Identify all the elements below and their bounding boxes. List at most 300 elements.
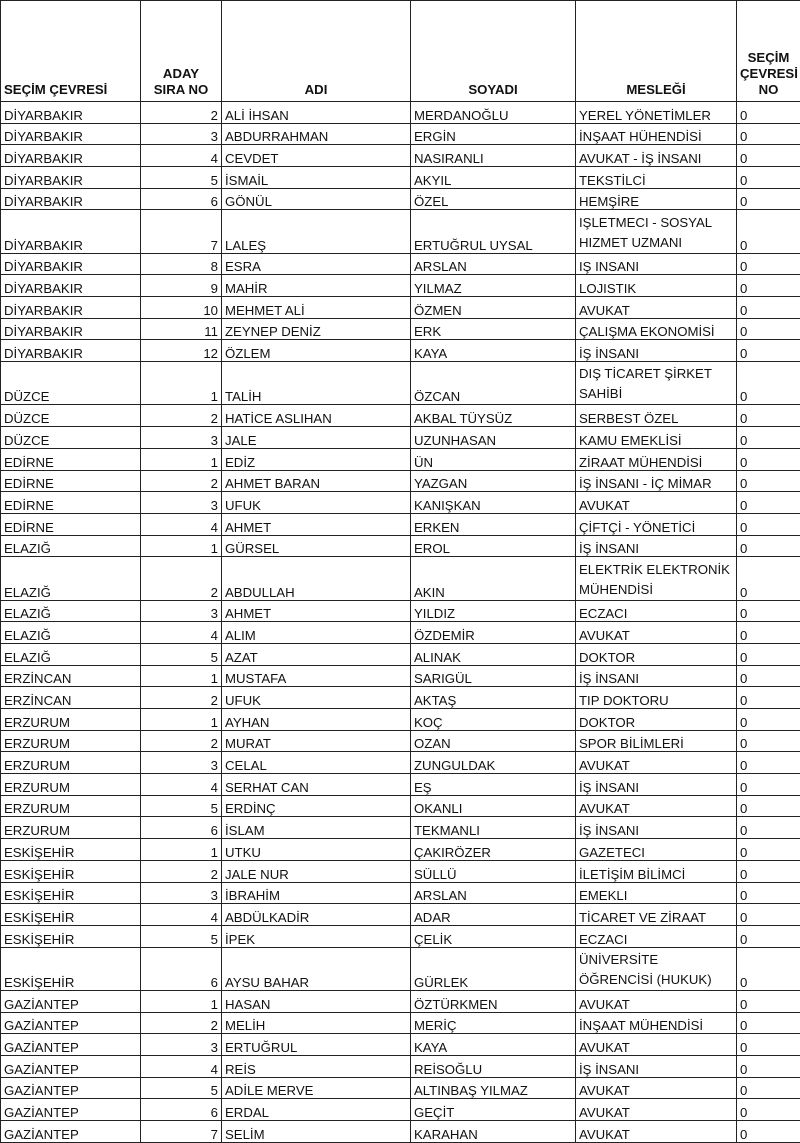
cell-cevre-no: 0 <box>737 947 800 990</box>
table-row <box>1 275 800 297</box>
table-row <box>1 643 800 665</box>
table-row <box>1 860 800 882</box>
cell-cevre-no: 0 <box>737 557 800 600</box>
cell-soyadi: ALINAK <box>411 643 576 665</box>
cell-soyadi: SÜLLÜ <box>411 860 576 882</box>
cell-meslek: ECZACI <box>576 925 737 947</box>
table-row <box>1 405 800 427</box>
cell-cevre-no: 0 <box>737 795 800 817</box>
cell-adi: ERTUĞRUL <box>222 1034 411 1056</box>
cell-sira-no: 6 <box>141 188 222 210</box>
cell-meslek: AVUKAT <box>576 1077 737 1099</box>
cell-secim-cevresi: ERZURUM <box>1 817 141 839</box>
cell-adi: MAHİR <box>222 275 411 297</box>
cell-secim-cevresi: ESKİŞEHİR <box>1 904 141 926</box>
cell-secim-cevresi: DÜZCE <box>1 427 141 449</box>
cell-soyadi: ÇAKIRÖZER <box>411 839 576 861</box>
cell-cevre-no: 0 <box>737 188 800 210</box>
cell-secim-cevresi: EDİRNE <box>1 470 141 492</box>
table-row <box>1 795 800 817</box>
cell-cevre-no: 0 <box>737 253 800 275</box>
cell-soyadi: KAYA <box>411 340 576 362</box>
cell-sira-no: 4 <box>141 1055 222 1077</box>
table-row <box>1 1121 800 1143</box>
table-row <box>1 687 800 709</box>
cell-secim-cevresi: ERZURUM <box>1 752 141 774</box>
cell-meslek: AVUKAT <box>576 492 737 514</box>
cell-meslek: İNŞAAT HÜHENDİSİ <box>576 123 737 145</box>
cell-secim-cevresi: EDİRNE <box>1 492 141 514</box>
cell-cevre-no: 0 <box>737 340 800 362</box>
cell-secim-cevresi: GAZİANTEP <box>1 1055 141 1077</box>
cell-soyadi: KARAHAN <box>411 1121 576 1143</box>
cell-adi: TALİH <box>222 362 411 405</box>
table-row <box>1 774 800 796</box>
cell-sira-no: 9 <box>141 275 222 297</box>
cell-adi: AHMET <box>222 513 411 535</box>
cell-meslek: DOKTOR <box>576 643 737 665</box>
cell-meslek: ECZACI <box>576 600 737 622</box>
cell-adi: UFUK <box>222 492 411 514</box>
cell-sira-no: 2 <box>141 730 222 752</box>
cell-secim-cevresi: DİYARBAKIR <box>1 102 141 124</box>
cell-soyadi: OZAN <box>411 730 576 752</box>
cell-meslek: HEMŞİRE <box>576 188 737 210</box>
cell-cevre-no: 0 <box>737 600 800 622</box>
cell-sira-no: 4 <box>141 513 222 535</box>
cell-adi: ALİ İHSAN <box>222 102 411 124</box>
cell-soyadi: SARIGÜL <box>411 665 576 687</box>
cell-adi: CEVDET <box>222 145 411 167</box>
cell-secim-cevresi: GAZİANTEP <box>1 1099 141 1121</box>
cell-meslek: AVUKAT <box>576 990 737 1012</box>
cell-soyadi: KANIŞKAN <box>411 492 576 514</box>
cell-sira-no: 2 <box>141 470 222 492</box>
cell-adi: SERHAT CAN <box>222 774 411 796</box>
cell-cevre-no: 0 <box>737 297 800 319</box>
cell-meslek: DOKTOR <box>576 709 737 731</box>
cell-soyadi: ALTINBAŞ YILMAZ <box>411 1077 576 1099</box>
cell-cevre-no: 0 <box>737 318 800 340</box>
cell-meslek: AVUKAT <box>576 1034 737 1056</box>
table-row <box>1 470 800 492</box>
cell-sira-no: 2 <box>141 1012 222 1034</box>
cell-secim-cevresi: ELAZIĞ <box>1 643 141 665</box>
cell-sira-no: 12 <box>141 340 222 362</box>
table-row <box>1 557 800 600</box>
cell-sira-no: 7 <box>141 210 222 253</box>
cell-soyadi: TEKMANLI <box>411 817 576 839</box>
cell-adi: İPEK <box>222 925 411 947</box>
cell-adi: ZEYNEP DENİZ <box>222 318 411 340</box>
table-row <box>1 362 800 405</box>
cell-sira-no: 10 <box>141 297 222 319</box>
cell-cevre-no: 0 <box>737 730 800 752</box>
cell-meslek: YEREL YÖNETİMLER <box>576 102 737 124</box>
cell-secim-cevresi: ERZİNCAN <box>1 665 141 687</box>
cell-meslek: EMEKLI <box>576 882 737 904</box>
cell-secim-cevresi: EDİRNE <box>1 513 141 535</box>
cell-cevre-no: 0 <box>737 427 800 449</box>
table-row <box>1 1055 800 1077</box>
cell-meslek: AVUKAT <box>576 1121 737 1143</box>
table-row <box>1 145 800 167</box>
table-row <box>1 709 800 731</box>
cell-secim-cevresi: DİYARBAKIR <box>1 275 141 297</box>
table-row <box>1 318 800 340</box>
cell-cevre-no: 0 <box>737 535 800 557</box>
cell-cevre-no: 0 <box>737 513 800 535</box>
cell-meslek: LOJISTIK <box>576 275 737 297</box>
cell-sira-no: 1 <box>141 448 222 470</box>
header-aday-line1: ADAY <box>163 66 199 81</box>
cell-adi: AHMET BARAN <box>222 470 411 492</box>
cell-secim-cevresi: DİYARBAKIR <box>1 188 141 210</box>
cell-adi: UFUK <box>222 687 411 709</box>
cell-sira-no: 1 <box>141 709 222 731</box>
cell-adi: AHMET <box>222 600 411 622</box>
cell-soyadi: EROL <box>411 535 576 557</box>
cell-cevre-no: 0 <box>737 405 800 427</box>
cell-soyadi: AKTAŞ <box>411 687 576 709</box>
cell-secim-cevresi: ESKİŞEHİR <box>1 882 141 904</box>
cell-secim-cevresi: ELAZIĞ <box>1 535 141 557</box>
cell-secim-cevresi: ERZURUM <box>1 709 141 731</box>
table-row <box>1 600 800 622</box>
cell-adi: ERDİNÇ <box>222 795 411 817</box>
cell-sira-no: 8 <box>141 253 222 275</box>
cell-cevre-no: 0 <box>737 904 800 926</box>
cell-soyadi: MERDANOĞLU <box>411 102 576 124</box>
cell-sira-no: 5 <box>141 795 222 817</box>
table-row <box>1 839 800 861</box>
cell-adi: MELİH <box>222 1012 411 1034</box>
cell-secim-cevresi: DÜZCE <box>1 405 141 427</box>
cell-sira-no: 1 <box>141 665 222 687</box>
cell-soyadi: NASIRANLI <box>411 145 576 167</box>
cell-secim-cevresi: ELAZIĞ <box>1 622 141 644</box>
cell-cevre-no: 0 <box>737 448 800 470</box>
table-row <box>1 1077 800 1099</box>
cell-soyadi: ADAR <box>411 904 576 926</box>
header-row <box>1 1 800 102</box>
cell-secim-cevresi: DİYARBAKIR <box>1 167 141 189</box>
cell-secim-cevresi: ESKİŞEHİR <box>1 925 141 947</box>
table-row <box>1 1012 800 1034</box>
header-no-line3: NO <box>759 82 779 97</box>
header-soyadi: SOYADI <box>411 1 576 102</box>
cell-soyadi: GÜRLEK <box>411 947 576 990</box>
cell-adi: ALIM <box>222 622 411 644</box>
cell-cevre-no: 0 <box>737 1077 800 1099</box>
cell-soyadi: AKBAL TÜYSÜZ <box>411 405 576 427</box>
cell-secim-cevresi: DİYARBAKIR <box>1 340 141 362</box>
cell-soyadi: ERKEN <box>411 513 576 535</box>
cell-meslek: İŞ İNSANI <box>576 1055 737 1077</box>
cell-soyadi: AKYIL <box>411 167 576 189</box>
table-row <box>1 904 800 926</box>
cell-sira-no: 4 <box>141 145 222 167</box>
table-row <box>1 947 800 990</box>
header-secim-cevresi-no <box>737 1 800 102</box>
cell-soyadi: ÖZMEN <box>411 297 576 319</box>
cell-sira-no: 1 <box>141 362 222 405</box>
cell-adi: HASAN <box>222 990 411 1012</box>
cell-soyadi: ARSLAN <box>411 253 576 275</box>
table-body <box>1 102 800 1143</box>
cell-sira-no: 5 <box>141 1077 222 1099</box>
cell-cevre-no: 0 <box>737 665 800 687</box>
cell-sira-no: 3 <box>141 123 222 145</box>
cell-secim-cevresi: DİYARBAKIR <box>1 145 141 167</box>
cell-sira-no: 5 <box>141 167 222 189</box>
cell-meslek: İŞ İNSANI <box>576 817 737 839</box>
cell-meslek: ÇALIŞMA EKONOMİSİ <box>576 318 737 340</box>
cell-meslek: İŞ İNSANI <box>576 774 737 796</box>
cell-meslek: IŞ INSANI <box>576 253 737 275</box>
cell-sira-no: 2 <box>141 687 222 709</box>
cell-sira-no: 7 <box>141 1121 222 1143</box>
table-row <box>1 513 800 535</box>
cell-secim-cevresi: DİYARBAKIR <box>1 297 141 319</box>
header-no-line2: ÇEVRESİ <box>740 66 798 81</box>
cell-cevre-no: 0 <box>737 1012 800 1034</box>
cell-secim-cevresi: DİYARBAKIR <box>1 210 141 253</box>
cell-cevre-no: 0 <box>737 990 800 1012</box>
cell-secim-cevresi: ERZİNCAN <box>1 687 141 709</box>
cell-secim-cevresi: GAZİANTEP <box>1 1034 141 1056</box>
cell-soyadi: ÜN <box>411 448 576 470</box>
cell-adi: REİS <box>222 1055 411 1077</box>
cell-soyadi: ÖZCAN <box>411 362 576 405</box>
cell-meslek: AVUKAT <box>576 297 737 319</box>
cell-secim-cevresi: ELAZIĞ <box>1 600 141 622</box>
cell-secim-cevresi: ERZURUM <box>1 795 141 817</box>
table-row <box>1 123 800 145</box>
cell-meslek: AVUKAT <box>576 752 737 774</box>
cell-soyadi: KOÇ <box>411 709 576 731</box>
cell-meslek: İŞ İNSANI - İÇ MİMAR <box>576 470 737 492</box>
table-row <box>1 210 800 253</box>
table-row <box>1 535 800 557</box>
cell-cevre-no: 0 <box>737 1034 800 1056</box>
cell-secim-cevresi: EDİRNE <box>1 448 141 470</box>
cell-adi: İSMAİL <box>222 167 411 189</box>
table-row <box>1 340 800 362</box>
cell-soyadi: MERİÇ <box>411 1012 576 1034</box>
cell-soyadi: ÖZDEMİR <box>411 622 576 644</box>
table-row <box>1 492 800 514</box>
cell-meslek: ÜNİVERSİTE ÖĞRENCİSİ (HUKUK) <box>576 947 737 990</box>
cell-adi: İBRAHİM <box>222 882 411 904</box>
cell-cevre-no: 0 <box>737 492 800 514</box>
cell-secim-cevresi: ERZURUM <box>1 730 141 752</box>
table-row <box>1 188 800 210</box>
cell-adi: ÖZLEM <box>222 340 411 362</box>
cell-adi: JALE NUR <box>222 860 411 882</box>
cell-sira-no: 5 <box>141 925 222 947</box>
cell-meslek: AVUKAT - İŞ İNSANI <box>576 145 737 167</box>
cell-sira-no: 6 <box>141 817 222 839</box>
cell-sira-no: 2 <box>141 557 222 600</box>
table-row <box>1 730 800 752</box>
cell-adi: LALEŞ <box>222 210 411 253</box>
table-row <box>1 752 800 774</box>
cell-secim-cevresi: DİYARBAKIR <box>1 318 141 340</box>
table-row <box>1 817 800 839</box>
cell-soyadi: ERGİN <box>411 123 576 145</box>
cell-meslek: TIP DOKTORU <box>576 687 737 709</box>
cell-soyadi: YILMAZ <box>411 275 576 297</box>
cell-sira-no: 1 <box>141 535 222 557</box>
table-row <box>1 102 800 124</box>
cell-sira-no: 2 <box>141 102 222 124</box>
cell-adi: MURAT <box>222 730 411 752</box>
cell-cevre-no: 0 <box>737 687 800 709</box>
cell-meslek: İNŞAAT MÜHENDİSİ <box>576 1012 737 1034</box>
cell-cevre-no: 0 <box>737 860 800 882</box>
cell-secim-cevresi: DÜZCE <box>1 362 141 405</box>
header-secim-cevresi: SEÇİM ÇEVRESİ <box>1 1 141 102</box>
cell-meslek: IŞLETMECI - SOSYAL HIZMET UZMANI <box>576 210 737 253</box>
cell-cevre-no: 0 <box>737 622 800 644</box>
cell-soyadi: EŞ <box>411 774 576 796</box>
cell-cevre-no: 0 <box>737 167 800 189</box>
table-row <box>1 1034 800 1056</box>
cell-soyadi: UZUNHASAN <box>411 427 576 449</box>
cell-meslek: ELEKTRİK ELEKTRONİK MÜHENDİSİ <box>576 557 737 600</box>
table-row <box>1 622 800 644</box>
cell-adi: ABDULLAH <box>222 557 411 600</box>
table-row <box>1 167 800 189</box>
cell-adi: ESRA <box>222 253 411 275</box>
cell-soyadi: ERK <box>411 318 576 340</box>
cell-cevre-no: 0 <box>737 774 800 796</box>
cell-adi: ERDAL <box>222 1099 411 1121</box>
cell-adi: AYHAN <box>222 709 411 731</box>
cell-cevre-no: 0 <box>737 275 800 297</box>
table-row <box>1 882 800 904</box>
cell-sira-no: 3 <box>141 600 222 622</box>
cell-soyadi: OKANLI <box>411 795 576 817</box>
cell-adi: AYSU BAHAR <box>222 947 411 990</box>
cell-adi: ADİLE MERVE <box>222 1077 411 1099</box>
cell-cevre-no: 0 <box>737 817 800 839</box>
cell-soyadi: YILDIZ <box>411 600 576 622</box>
cell-soyadi: ÇELİK <box>411 925 576 947</box>
table-row <box>1 1099 800 1121</box>
cell-cevre-no: 0 <box>737 470 800 492</box>
table-row <box>1 665 800 687</box>
cell-adi: UTKU <box>222 839 411 861</box>
cell-adi: AZAT <box>222 643 411 665</box>
table-row <box>1 297 800 319</box>
cell-soyadi: ARSLAN <box>411 882 576 904</box>
cell-adi: EDİZ <box>222 448 411 470</box>
cell-meslek: İLETİŞİM BİLİMCİ <box>576 860 737 882</box>
cell-meslek: KAMU EMEKLİSİ <box>576 427 737 449</box>
table-row <box>1 448 800 470</box>
cell-meslek: TEKSTİLCİ <box>576 167 737 189</box>
cell-adi: İSLAM <box>222 817 411 839</box>
cell-soyadi: ÖZEL <box>411 188 576 210</box>
cell-meslek: SPOR BİLİMLERİ <box>576 730 737 752</box>
cell-sira-no: 4 <box>141 904 222 926</box>
cell-soyadi: KAYA <box>411 1034 576 1056</box>
cell-sira-no: 1 <box>141 839 222 861</box>
cell-soyadi: REİSOĞLU <box>411 1055 576 1077</box>
cell-adi: MUSTAFA <box>222 665 411 687</box>
cell-sira-no: 4 <box>141 774 222 796</box>
cell-cevre-no: 0 <box>737 925 800 947</box>
cell-secim-cevresi: ESKİŞEHİR <box>1 839 141 861</box>
cell-meslek: AVUKAT <box>576 1099 737 1121</box>
cell-soyadi: YAZGAN <box>411 470 576 492</box>
cell-adi: MEHMET ALİ <box>222 297 411 319</box>
cell-sira-no: 2 <box>141 860 222 882</box>
header-meslegi: MESLEĞİ <box>576 1 737 102</box>
cell-soyadi: ERTUĞRUL UYSAL <box>411 210 576 253</box>
table-row <box>1 990 800 1012</box>
cell-soyadi: AKIN <box>411 557 576 600</box>
table-row <box>1 925 800 947</box>
cell-meslek: DIŞ TİCARET ŞİRKET SAHİBİ <box>576 362 737 405</box>
header-aday-line2: SIRA NO <box>154 82 208 97</box>
cell-adi: GÜRSEL <box>222 535 411 557</box>
cell-secim-cevresi: GAZİANTEP <box>1 1012 141 1034</box>
cell-cevre-no: 0 <box>737 145 800 167</box>
cell-meslek: İŞ İNSANI <box>576 535 737 557</box>
cell-cevre-no: 0 <box>737 643 800 665</box>
cell-cevre-no: 0 <box>737 882 800 904</box>
cell-secim-cevresi: DİYARBAKIR <box>1 123 141 145</box>
cell-cevre-no: 0 <box>737 123 800 145</box>
cell-meslek: TİCARET VE ZİRAAT <box>576 904 737 926</box>
cell-cevre-no: 0 <box>737 102 800 124</box>
cell-adi: HATİCE ASLIHAN <box>222 405 411 427</box>
cell-sira-no: 5 <box>141 643 222 665</box>
header-aday-sira-no <box>141 1 222 102</box>
cell-meslek: AVUKAT <box>576 622 737 644</box>
cell-adi: ABDÜLKADİR <box>222 904 411 926</box>
cell-cevre-no: 0 <box>737 1121 800 1143</box>
cell-meslek: ZİRAAT MÜHENDİSİ <box>576 448 737 470</box>
header-no-line1: SEÇİM <box>748 50 790 65</box>
cell-secim-cevresi: GAZİANTEP <box>1 990 141 1012</box>
cell-soyadi: ZUNGULDAK <box>411 752 576 774</box>
cell-sira-no: 1 <box>141 990 222 1012</box>
cell-secim-cevresi: ESKİŞEHİR <box>1 860 141 882</box>
cell-sira-no: 3 <box>141 1034 222 1056</box>
cell-cevre-no: 0 <box>737 709 800 731</box>
cell-secim-cevresi: ESKİŞEHİR <box>1 947 141 990</box>
cell-sira-no: 2 <box>141 405 222 427</box>
cell-meslek: ÇİFTÇİ - YÖNETİCİ <box>576 513 737 535</box>
cell-cevre-no: 0 <box>737 210 800 253</box>
cell-sira-no: 3 <box>141 427 222 449</box>
cell-soyadi: ÖZTÜRKMEN <box>411 990 576 1012</box>
cell-cevre-no: 0 <box>737 362 800 405</box>
cell-sira-no: 3 <box>141 752 222 774</box>
header-adi: ADI <box>222 1 411 102</box>
table-row <box>1 253 800 275</box>
cell-sira-no: 3 <box>141 882 222 904</box>
cell-sira-no: 6 <box>141 1099 222 1121</box>
cell-adi: CELAL <box>222 752 411 774</box>
cell-soyadi: GEÇİT <box>411 1099 576 1121</box>
cell-meslek: İŞ İNSANI <box>576 340 737 362</box>
cell-cevre-no: 0 <box>737 752 800 774</box>
